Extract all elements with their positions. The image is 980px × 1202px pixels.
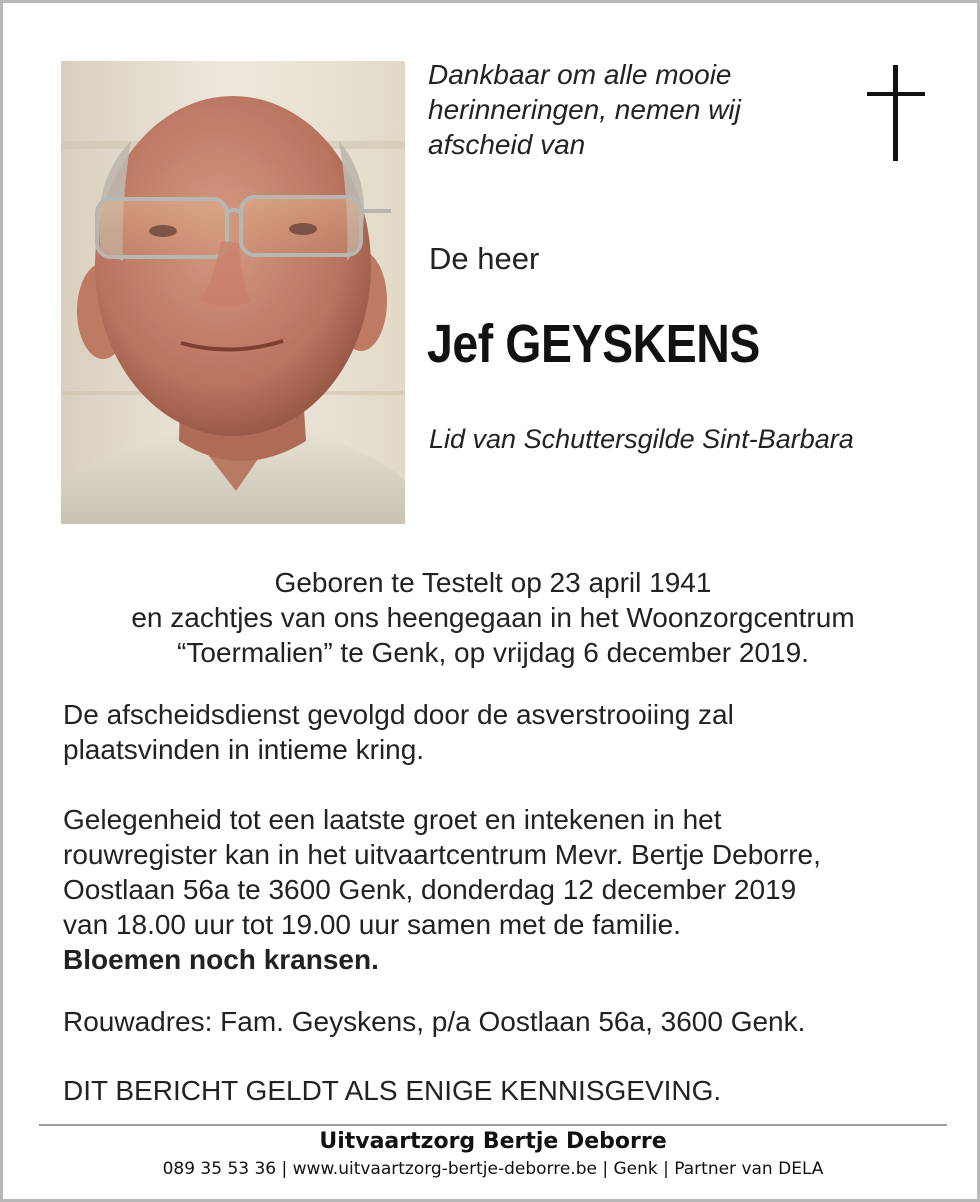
notice: DIT BERICHT GELDT ALS ENIGE KENNISGEVING. <box>63 1075 722 1106</box>
ceremony-line: plaatsvinden in intieme kring. <box>63 734 425 765</box>
visitation-line: rouwregister kan in het uitvaartcentrum Mevr. Bertje Deborre, <box>63 839 821 870</box>
death-line: en zachtjes van ons heengegaan in het Woonzorgcentrum <box>131 602 855 633</box>
birth-line: Geboren te Testelt op 23 april 1941 <box>274 567 712 598</box>
membership: Lid van Schuttersgilde Sint-Barbara <box>429 424 854 454</box>
ceremony-line: De afscheidsdienst gevolgd door de asverstrooiing zal <box>63 699 734 730</box>
mourning-address: Rouwadres: Fam. Geyskens, p/a Oostlaan 56a, 3600 Genk. <box>63 1006 806 1037</box>
undertaker-name: Uitvaartzorg Bertje Deborre <box>319 1129 667 1154</box>
visitation-line: Gelegenheid tot een laatste groet en intekenen in het <box>63 804 722 835</box>
visitation-line: van 18.00 uur tot 19.00 uur samen met de familie. <box>63 909 681 940</box>
undertaker-contact: 089 35 53 36 | www.uitvaartzorg-bertje-deborre.be | Genk | Partner van DELA <box>162 1159 824 1179</box>
visitation-line: Oostlaan 56a te 3600 Genk, donderdag 12 december 2019 <box>63 874 797 905</box>
divider <box>39 1124 947 1126</box>
flowers-note: Bloemen noch kransen. <box>63 944 379 975</box>
birth-death-info <box>43 565 943 670</box>
intro-text: Dankbaar om alle mooie herinneringen, nemen wij afscheid van <box>428 59 741 160</box>
death-place-line: “Toermalien” te Genk, op vrijdag 6 december 2019. <box>177 637 809 668</box>
salutation: De heer <box>429 241 540 276</box>
deceased-name: Jef GEYSKENS <box>427 314 760 374</box>
cross-icon <box>867 65 925 161</box>
portrait-photo <box>61 61 405 524</box>
visitation-paragraph <box>63 802 943 977</box>
ceremony-paragraph <box>63 697 943 767</box>
